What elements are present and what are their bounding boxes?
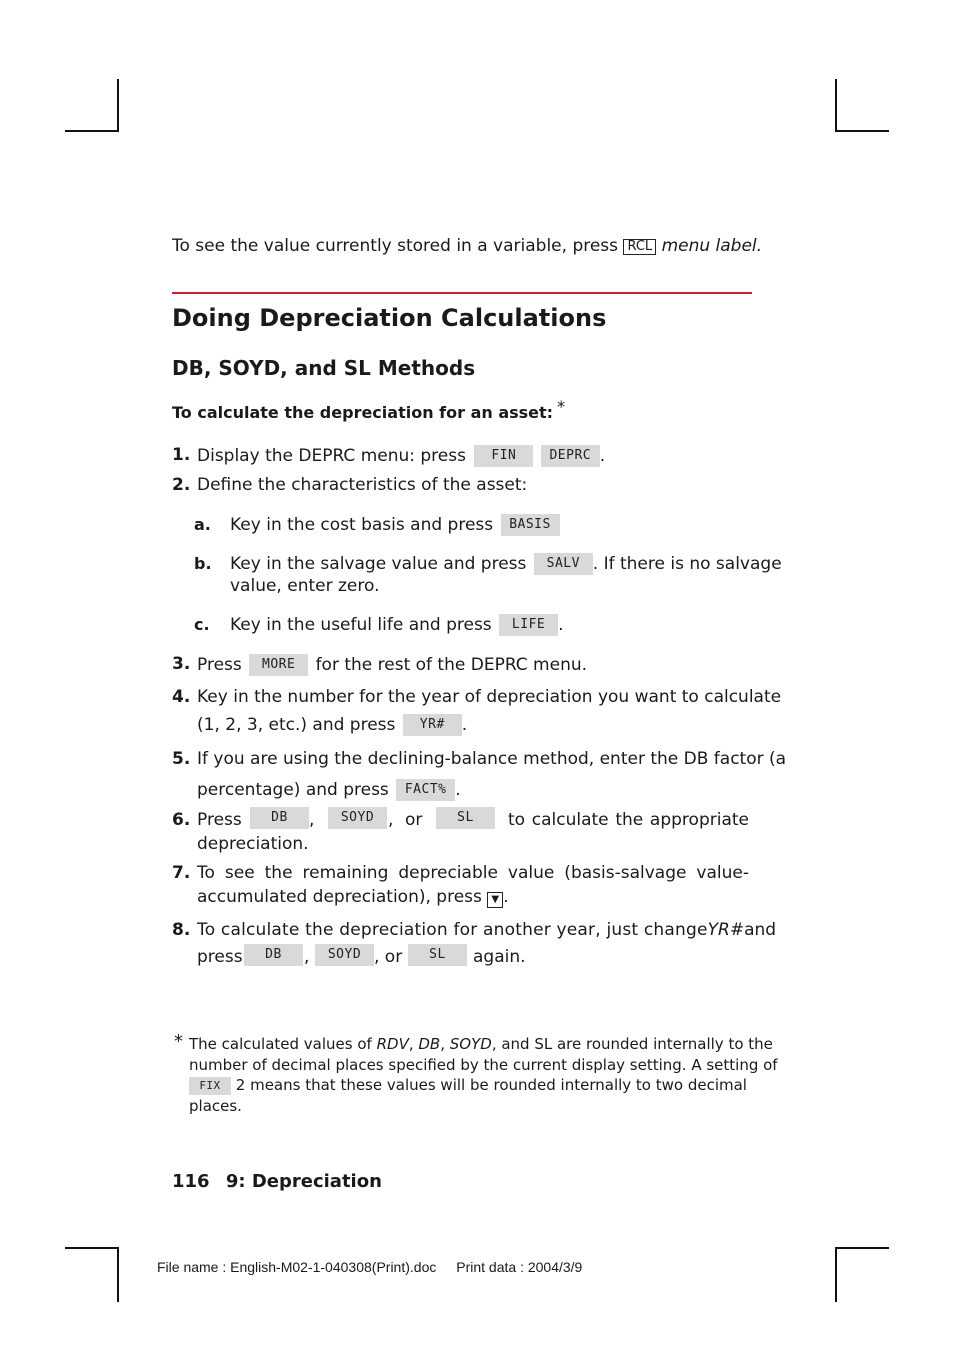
life-key: LIFE <box>499 614 558 636</box>
substep-b-line2: value, enter zero. <box>230 576 380 596</box>
step-8-number: 8. <box>172 920 191 940</box>
salv-key: SALV <box>534 553 593 575</box>
footnote-line3-text: 2 means that these values will be rounded internally to two decimal <box>235 1076 747 1094</box>
crop-mark-bottom-right-horizontal <box>835 1247 889 1249</box>
step-4-line2-text: (1, 2, 3, etc.) and press <box>197 715 396 735</box>
footnote-line4: places. <box>189 1097 242 1115</box>
procedure-title <box>172 397 565 423</box>
crop-mark-bottom-right-vertical <box>835 1247 837 1302</box>
substep-c: Key in the useful life and press LIFE . <box>230 615 564 635</box>
step-3-number: 3. <box>172 654 191 674</box>
step-8-post: again. <box>473 947 526 967</box>
substep-b-label: b. <box>194 554 212 573</box>
step-1: Display the DEPRC menu: press FIN DEPRC . <box>197 446 606 466</box>
sl-key-2: SL <box>408 944 467 966</box>
step-7-number: 7. <box>172 863 191 883</box>
fact-key: FACT% <box>396 779 455 801</box>
footnote-line2: number of decimal places specified by the current display setting. A setting of <box>189 1056 778 1074</box>
step-1-number: 1. <box>172 445 191 465</box>
substep-c-label: c. <box>194 615 210 634</box>
step-6-number: 6. <box>172 810 191 830</box>
sl-key: SL <box>436 807 495 829</box>
step-2-number: 2. <box>172 475 191 495</box>
page-footer <box>172 1172 382 1192</box>
basis-key: BASIS <box>501 514 560 536</box>
substep-a-label: a. <box>194 515 211 534</box>
step-5-line1: If you are using the declining-balance method, enter the DB factor (a <box>197 749 787 769</box>
soyd-key-2: SOYD <box>315 944 374 966</box>
yr-key: YR# <box>403 714 462 736</box>
step-8-line1a: To calculate the depreciation for another year, just change <box>197 920 708 940</box>
footnote-line1: The calculated values of RDV, DB, SOYD, and SL are rounded internally to the <box>189 1035 773 1053</box>
intro-line <box>172 236 762 256</box>
step-7-line2: accumulated depreciation), press ▼ . <box>197 887 509 907</box>
section-rule <box>172 292 752 294</box>
step-8-line1 <box>197 920 777 940</box>
step-6-comma: , <box>309 810 315 830</box>
footnote-t1: The calculated values of <box>189 1035 372 1053</box>
step-8-or: , or <box>374 947 403 967</box>
more-key: MORE <box>249 654 308 676</box>
db-key: DB <box>250 807 309 829</box>
print-date: Print data : 2004/3/9 <box>456 1259 583 1275</box>
step-4-line2: (1, 2, 3, etc.) and press YR# . <box>197 715 468 735</box>
rcl-key: RCL <box>623 239 656 255</box>
step-4-line1: Key in the number for the year of depreciation you want to calculate <box>197 687 782 707</box>
step-6-line2: depreciation. <box>197 834 309 854</box>
db-key-2: DB <box>244 944 303 966</box>
substep-a <box>230 514 560 536</box>
intro-prefix: To see the value currently stored in a variable, press <box>172 236 619 256</box>
step-5-line2: percentage) and press FACT% . <box>197 780 461 800</box>
step-3-post: for the rest of the DEPRC menu. <box>315 655 588 675</box>
crop-mark-bottom-left-vertical <box>117 1247 119 1302</box>
down-arrow-key-icon: ▼ <box>487 892 503 908</box>
step-8-line1b: and <box>744 920 777 940</box>
print-file-name: File name : English-M02-1-040308(Print).doc <box>157 1259 437 1275</box>
substep-b-after: . If there is no salvage <box>592 554 782 574</box>
substep-a-text: Key in the cost basis and press <box>230 515 494 535</box>
footnote-line3 <box>189 1075 747 1095</box>
footnote-ref: * <box>557 397 566 416</box>
substep-c-text: Key in the useful life and press <box>230 615 492 635</box>
step-8-pre2: press <box>197 947 243 967</box>
footnote-marker: * <box>174 1031 183 1052</box>
crop-mark-bottom-left-horizontal <box>65 1247 119 1249</box>
crop-mark-top-left-vertical <box>117 79 119 132</box>
step-3-pre: Press <box>197 655 242 675</box>
soyd-key: SOYD <box>328 807 387 829</box>
crop-mark-top-right-vertical <box>835 79 837 132</box>
page-number: 116 <box>172 1171 210 1192</box>
step-8-comma: , <box>304 947 310 967</box>
step-4-number: 4. <box>172 687 191 707</box>
step-6-or: or <box>405 810 423 830</box>
section-subtitle: DB, SOYD, and SL Methods <box>172 356 476 380</box>
print-info <box>157 1257 582 1277</box>
footnote-db: DB <box>418 1035 441 1053</box>
substep-b <box>230 553 782 575</box>
chapter-title: 9: Depreciation <box>225 1171 382 1192</box>
step-6-pre: Press <box>197 810 242 830</box>
crop-mark-top-left-horizontal <box>65 130 119 132</box>
step-1-text: Display the DEPRC menu: press <box>197 446 466 466</box>
step-6-post: to calculate the appropriate <box>508 810 749 830</box>
step-2-text: Define the characteristics of the asset: <box>197 475 528 495</box>
step-5-number: 5. <box>172 749 191 769</box>
page-title: Doing Depreciation Calculations <box>172 304 607 332</box>
step-7-line1: To see the remaining depreciable value (basis-salvage value- <box>197 863 749 883</box>
crop-mark-top-right-horizontal <box>835 130 889 132</box>
fin-key: FIN <box>474 445 533 467</box>
procedure-title-text: To calculate the depreciation for an asset: <box>172 403 554 422</box>
footnote-soyd: SOYD <box>449 1035 492 1053</box>
step-6-comma-2: , <box>388 810 394 830</box>
footnote-t2: , and SL are rounded internally to the <box>491 1035 773 1053</box>
fix-key: FIX <box>189 1077 231 1095</box>
footnote-rdv: RDV <box>376 1035 409 1053</box>
step-7-line2-text: accumulated depreciation), press <box>197 887 482 907</box>
substep-b-text: Key in the salvage value and press <box>230 554 527 574</box>
step-8-var: YR# <box>707 920 745 940</box>
deprc-key: DEPRC <box>541 445 600 467</box>
step-5-line2-text: percentage) and press <box>197 780 389 800</box>
intro-suffix: menu label. <box>661 236 763 256</box>
step-3 <box>197 654 587 676</box>
